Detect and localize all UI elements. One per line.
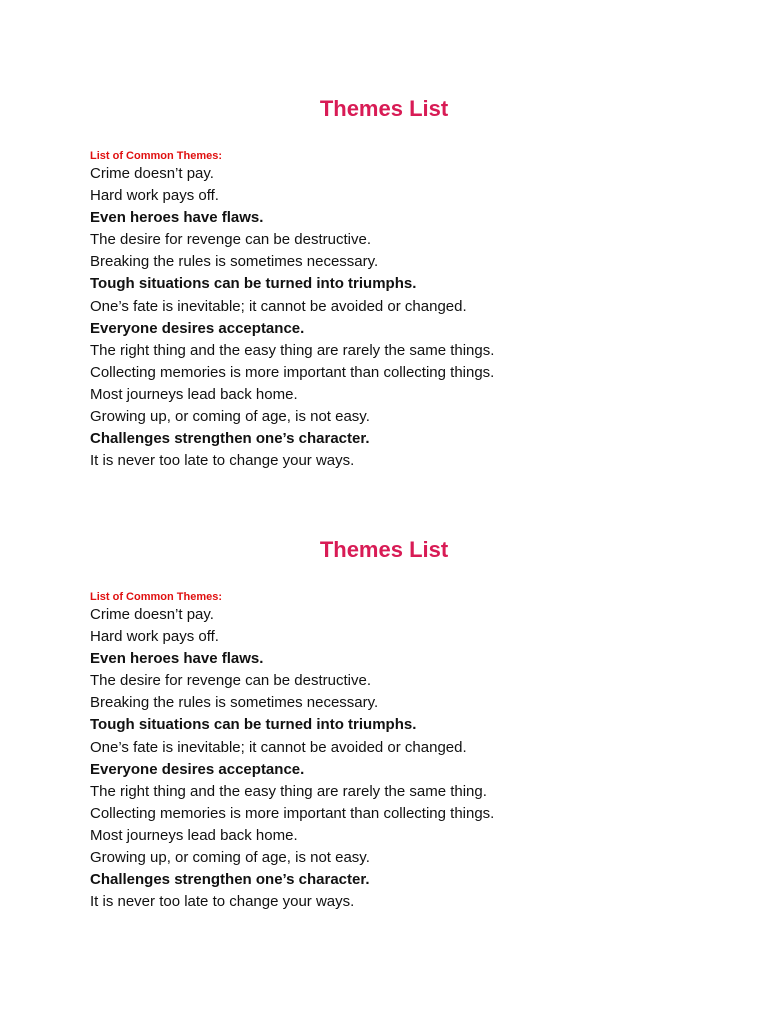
- theme-item: Most journeys lead back home.: [90, 385, 298, 403]
- theme-item: Tough situations can be turned into triumphs.: [90, 716, 417, 734]
- theme-item: Challenges strengthen one’s character.: [90, 430, 370, 448]
- theme-item: Collecting memories is more important than collecting things.: [90, 363, 495, 381]
- section-title: Themes List: [319, 96, 449, 121]
- theme-item: Even heroes have flaws.: [90, 650, 264, 668]
- theme-item: Hard work pays off.: [90, 187, 219, 205]
- theme-item: Breaking the rules is sometimes necessary.: [90, 253, 379, 271]
- section-title: Themes List: [319, 537, 449, 562]
- theme-item: Collecting memories is more important than collecting things.: [90, 804, 495, 822]
- theme-item: Challenges strengthen one’s character.: [90, 871, 370, 889]
- theme-item: Crime doesn’t pay.: [90, 606, 214, 623]
- theme-item: It is never too late to change your ways.: [90, 452, 355, 470]
- section-subtitle: List of Common Themes:: [90, 591, 223, 603]
- theme-item: Everyone desires acceptance.: [90, 319, 305, 337]
- theme-item: Breaking the rules is sometimes necessary.: [90, 694, 379, 712]
- theme-item: It is never too late to change your ways.: [90, 893, 355, 911]
- themes-section-1: [0, 92, 768, 472]
- themes-section-2: [0, 533, 768, 913]
- theme-item: Most journeys lead back home.: [90, 826, 298, 844]
- theme-item: Growing up, or coming of age, is not easy.: [90, 408, 370, 426]
- theme-item: One’s fate is inevitable; it cannot be avoided or changed.: [90, 738, 467, 756]
- themes-list: [90, 604, 768, 913]
- theme-item: The right thing and the easy thing are rarely the same things.: [90, 341, 495, 359]
- theme-item: Everyone desires acceptance.: [90, 760, 305, 778]
- themes-list: [90, 163, 768, 472]
- theme-item: Tough situations can be turned into triumphs.: [90, 275, 417, 293]
- theme-item: One’s fate is inevitable; it cannot be avoided or changed.: [90, 297, 467, 315]
- theme-item: Hard work pays off.: [90, 628, 219, 646]
- section-subtitle: List of Common Themes:: [90, 150, 223, 162]
- theme-item: The right thing and the easy thing are rarely the same thing.: [90, 782, 487, 800]
- theme-item: Even heroes have flaws.: [90, 209, 264, 227]
- theme-item: The desire for revenge can be destructive.: [90, 672, 371, 690]
- theme-item: Crime doesn’t pay.: [90, 165, 214, 182]
- theme-item: Growing up, or coming of age, is not easy.: [90, 849, 370, 867]
- theme-item: The desire for revenge can be destructive.: [90, 231, 371, 249]
